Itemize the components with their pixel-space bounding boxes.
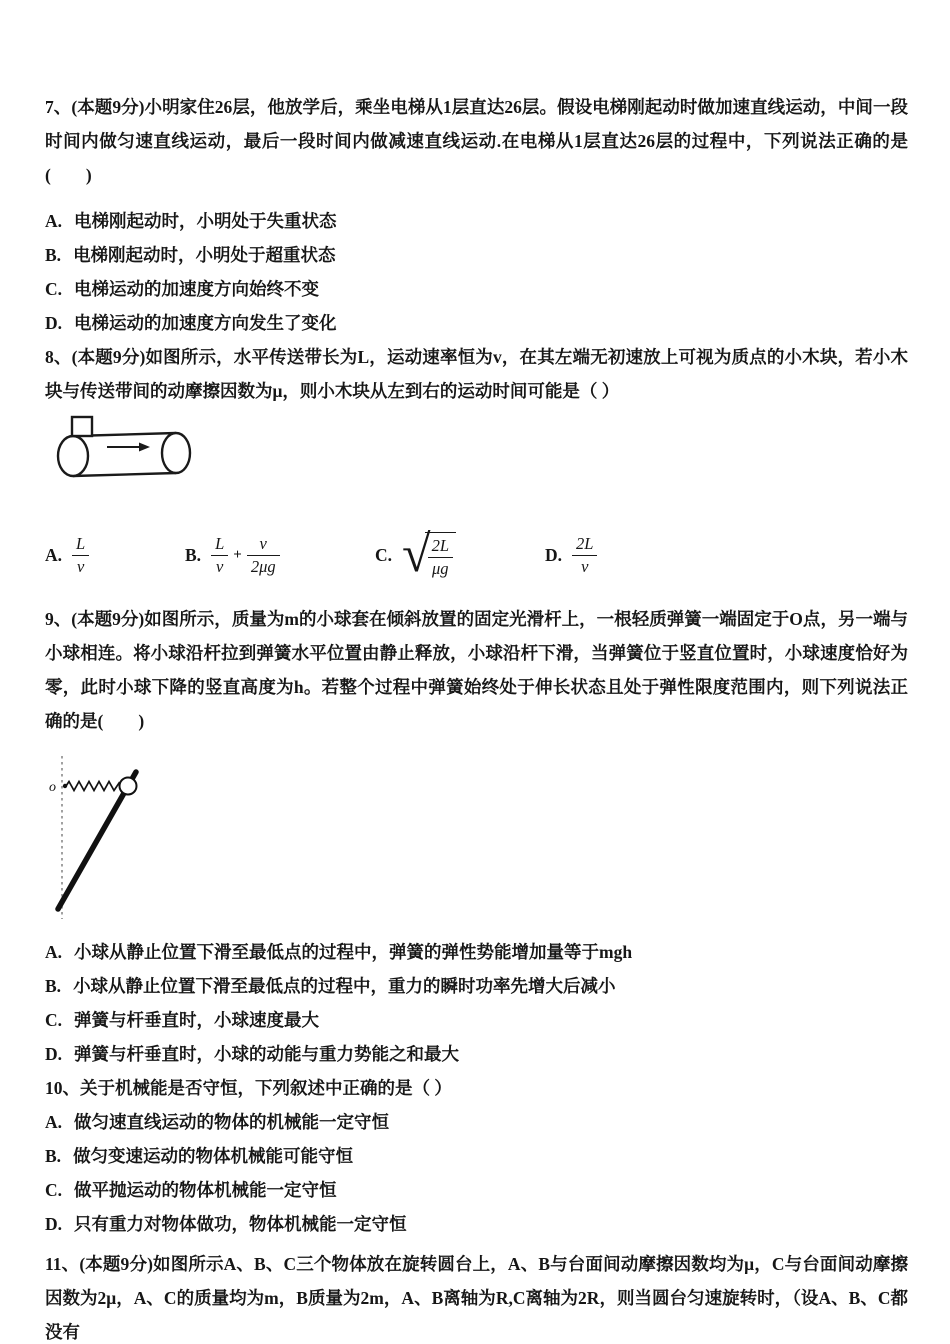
question-10-stem: 10、关于机械能是否守恒，下列叙述中正确的是（ ）: [45, 1078, 452, 1098]
plus-sign: +: [233, 546, 242, 563]
fraction: [572, 534, 597, 577]
fraction: [428, 536, 453, 579]
question-9-option-c: [45, 1003, 908, 1037]
fraction-denominator: 2μg: [250, 556, 276, 576]
question-10-option-c: [45, 1173, 908, 1207]
fraction-denominator: μg: [432, 559, 449, 578]
question-8: [45, 340, 908, 584]
fraction-numerator: L: [72, 534, 89, 556]
question-10: [45, 1071, 908, 1241]
spring: [66, 782, 121, 791]
fraction-numerator: 2L: [428, 536, 453, 558]
question-8-option-d: [545, 534, 597, 577]
question-11: [45, 1247, 908, 1344]
conveyor-belt-figure: [45, 414, 908, 504]
pulley-right: [162, 433, 190, 473]
option-text: 做匀速直线运动的物体的机械能一定守恒: [74, 1112, 390, 1132]
fraction-numerator: 2L: [572, 534, 597, 556]
question-9-options: [45, 935, 908, 1071]
question-7-option-c: [45, 272, 908, 306]
fraction-numerator: L: [211, 534, 228, 556]
option-label: C.: [45, 1180, 63, 1200]
question-10-option-d: [45, 1207, 908, 1241]
option-label: B.: [45, 976, 62, 996]
option-text: 小球从静止位置下滑至最低点的过程中，弹簧的弹性势能增加量等于mgh: [74, 942, 633, 962]
option-label: A.: [45, 942, 63, 962]
question-9-option-b: [45, 969, 908, 1003]
question-8-stem: 8、(本题9分)如图所示，水平传送带长为L，运动速率恒为v，在其左端无初速放上可视为质点的小木块，若小木块与传送带间的动摩擦因数为μ，则小木块从左到右的运动时间可能是（ ）: [45, 347, 908, 401]
fraction-denominator: v: [76, 556, 85, 576]
option-label: D.: [45, 1214, 63, 1234]
question-10-option-b: [45, 1139, 908, 1173]
question-8-option-b: [185, 534, 375, 577]
option-label: C.: [45, 279, 63, 299]
option-label: A.: [45, 1112, 63, 1132]
option-text: 电梯运动的加速度方向发生了变化: [74, 313, 337, 333]
o-point-label: o: [49, 780, 56, 795]
option-text: 弹簧与杆垂直时，小球速度最大: [74, 1010, 320, 1030]
option-text: 电梯刚起动时，小明处于失重状态: [74, 211, 337, 231]
belt-arrow-head: [139, 443, 150, 452]
question-7-option-a: [45, 204, 908, 238]
fraction-denominator: v: [215, 556, 224, 576]
conveyor-belt-drawing: [55, 414, 215, 504]
option-label: D.: [545, 544, 563, 565]
option-label: D.: [45, 1044, 63, 1064]
spring-rod-drawing: [45, 756, 185, 921]
square-root-expression: [402, 526, 456, 583]
question-9-stem: 9、(本题9分)如图所示，质量为m的小球套在倾斜放置的固定光滑杆上，一根轻质弹簧一端固定于O点，另一端与小球相连。将小球沿杆拉到弹簧水平位置由静止释放，小球沿杆下滑，当弹簧位于竖直位置时，小球速度恰好为零，此时小球下降的竖直高度为h。若整个过程中弹簧始终处于伸长状态且处于弹性限度范围内，则下列说法正确的是( ): [45, 609, 908, 731]
option-text: 做匀变速运动的物体机械能可能守恒: [73, 1146, 354, 1166]
option-label: B.: [45, 1146, 62, 1166]
option-label: A.: [45, 544, 63, 565]
option-text: 电梯刚起动时，小明处于超重状态: [73, 245, 336, 265]
question-7-option-d: [45, 306, 908, 340]
question-7-options: [45, 204, 908, 340]
question-7: [45, 90, 908, 340]
question-7-option-b: [45, 238, 908, 272]
option-text: 弹簧与杆垂直时，小球的动能与重力势能之和最大: [74, 1044, 460, 1064]
question-9-option-d: [45, 1037, 908, 1071]
option-text: 小球从静止位置下滑至最低点的过程中，重力的瞬时功率先增大后减小: [73, 976, 616, 996]
question-10-options: [45, 1105, 908, 1241]
question-9-option-a: [45, 935, 908, 969]
radicand: [425, 532, 456, 579]
option-label: C.: [45, 1010, 63, 1030]
spring-rod-figure: [45, 756, 908, 921]
fraction: [247, 534, 280, 577]
pulley-left: [58, 436, 88, 476]
option-text: 只有重力对物体做功，物体机械能一定守恒: [74, 1214, 407, 1234]
fraction-numerator: v: [247, 534, 280, 556]
option-text: 做平抛运动的物体机械能一定守恒: [74, 1180, 337, 1200]
question-8-options: [45, 526, 908, 584]
option-label: B.: [185, 544, 202, 565]
option-label: C.: [375, 544, 393, 565]
radical-sign: √: [402, 526, 431, 583]
option-label: A.: [45, 211, 63, 231]
question-8-option-a: [45, 534, 185, 577]
fraction: [211, 534, 228, 577]
option-label: D.: [45, 313, 63, 333]
question-7-stem: 7、(本题9分)小明家住26层，他放学后，乘坐电梯从1层直达26层。假设电梯刚起动时做加速直线运动，中间一段时间内做匀速直线运动，最后一段时间内做减速直线运动.在电梯从1层直达26层的过程中，下列说法正确的是( ): [45, 97, 908, 185]
option-text: 电梯运动的加速度方向始终不变: [74, 279, 320, 299]
fraction: [72, 534, 89, 577]
exam-content: [0, 90, 950, 1344]
block: [72, 417, 92, 436]
question-10-option-a: [45, 1105, 908, 1139]
option-label: B.: [45, 245, 62, 265]
ball: [120, 778, 137, 795]
fraction-denominator: v: [581, 556, 589, 576]
question-11-stem: 11、(本题9分)如图所示A、B、C三个物体放在旋转圆台上，A、B与台面间动摩擦因数均为μ，C与台面间动摩擦因数为2μ，A、C的质量均为m，B质量为2m，A、B离轴为R,C离轴为2R，则当圆台匀速旋转时，（设A、B、C都没有: [45, 1254, 908, 1342]
question-8-option-c: [375, 526, 545, 583]
question-9: [45, 602, 908, 1071]
belt-bottom-line: [73, 473, 176, 476]
